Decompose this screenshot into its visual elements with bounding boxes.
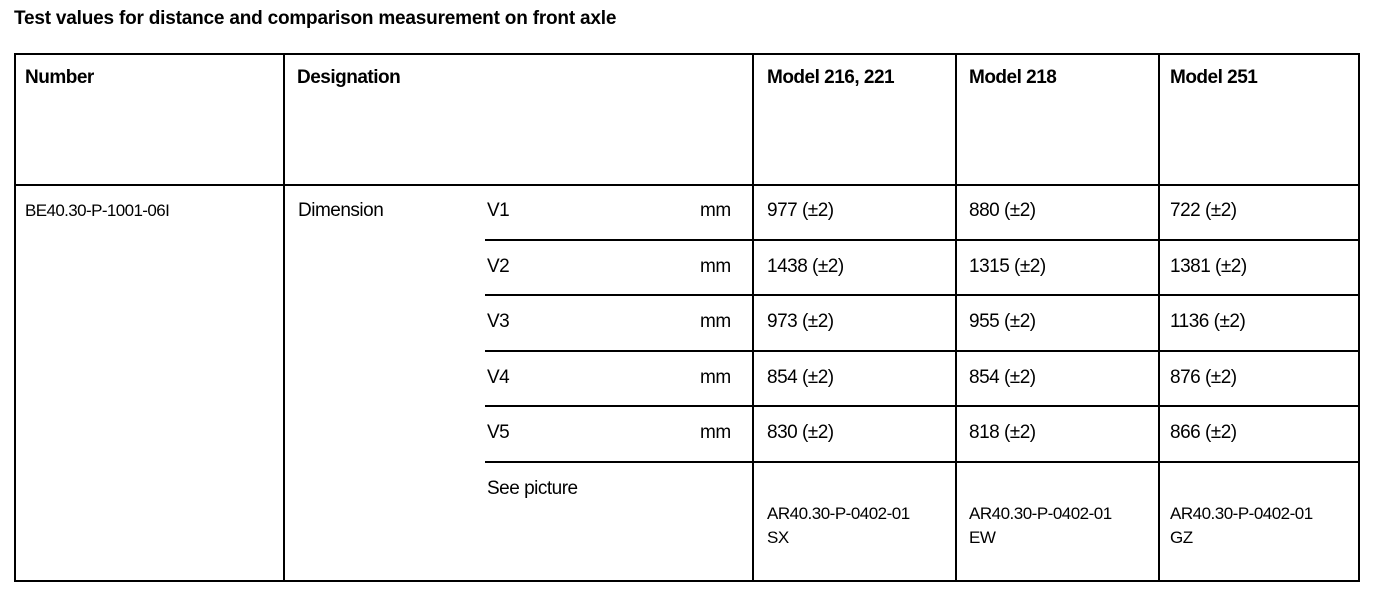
picture-ref-suffix: GZ: [1170, 528, 1193, 547]
header-designation: Designation: [297, 67, 401, 88]
table-cell-model-216-221: 830 (±2): [767, 422, 834, 443]
picture-ref-code: AR40.30-P-0402-01: [1170, 504, 1313, 523]
table-cell-model-216-221: 977 (±2): [767, 200, 834, 221]
record-number: BE40.30-P-1001-06I: [25, 201, 170, 220]
picture-ref-model-251: [1170, 502, 1313, 550]
table-row-dimension: V3: [487, 311, 510, 332]
column-divider: [283, 53, 285, 582]
table-row-dimension: V5: [487, 422, 510, 443]
record-designation: Dimension: [298, 200, 384, 221]
column-divider: [752, 53, 754, 582]
table-cell-model-216-221: 854 (±2): [767, 367, 834, 388]
table-row-dimension: V2: [487, 256, 510, 277]
page-title: Test values for distance and comparison measurement on front axle: [14, 8, 617, 29]
row-divider: [485, 239, 1360, 241]
see-picture-label: See picture: [487, 478, 578, 499]
table-cell-model-251: 1136 (±2): [1170, 311, 1246, 332]
header-model-218: Model 218: [969, 67, 1057, 88]
row-divider: [485, 461, 1360, 463]
table-cell-model-218: 880 (±2): [969, 200, 1036, 221]
row-divider: [485, 294, 1360, 296]
column-divider: [1158, 53, 1160, 582]
picture-ref-suffix: EW: [969, 528, 996, 547]
table-cell-model-218: 818 (±2): [969, 422, 1036, 443]
header-number: Number: [25, 67, 94, 88]
table-cell-model-251: 866 (±2): [1170, 422, 1237, 443]
table-row-unit: mm: [700, 367, 731, 388]
table-row-dimension: V1: [487, 200, 510, 221]
picture-ref-code: AR40.30-P-0402-01: [969, 504, 1112, 523]
table-cell-model-251: 722 (±2): [1170, 200, 1237, 221]
table-row-unit: mm: [700, 422, 731, 443]
table-row-unit: mm: [700, 200, 731, 221]
table-row-unit: mm: [700, 311, 731, 332]
header-model-216-221: Model 216, 221: [767, 67, 895, 88]
row-divider: [485, 350, 1360, 352]
picture-ref-model-218: [969, 502, 1112, 550]
table-cell-model-218: 1315 (±2): [969, 256, 1046, 277]
table-row-dimension: V4: [487, 367, 510, 388]
table-cell-model-216-221: 1438 (±2): [767, 256, 844, 277]
table-row-unit: mm: [700, 256, 731, 277]
table-cell-model-251: 876 (±2): [1170, 367, 1237, 388]
table-cell-model-216-221: 973 (±2): [767, 311, 834, 332]
row-divider: [485, 405, 1360, 407]
table-cell-model-218: 854 (±2): [969, 367, 1036, 388]
header-model-251: Model 251: [1170, 67, 1258, 88]
picture-ref-model-216-221: [767, 502, 910, 550]
table-cell-model-218: 955 (±2): [969, 311, 1036, 332]
header-divider: [14, 184, 1360, 186]
table-cell-model-251: 1381 (±2): [1170, 256, 1247, 277]
column-divider: [955, 53, 957, 582]
picture-ref-code: AR40.30-P-0402-01: [767, 504, 910, 523]
picture-ref-suffix: SX: [767, 528, 789, 547]
